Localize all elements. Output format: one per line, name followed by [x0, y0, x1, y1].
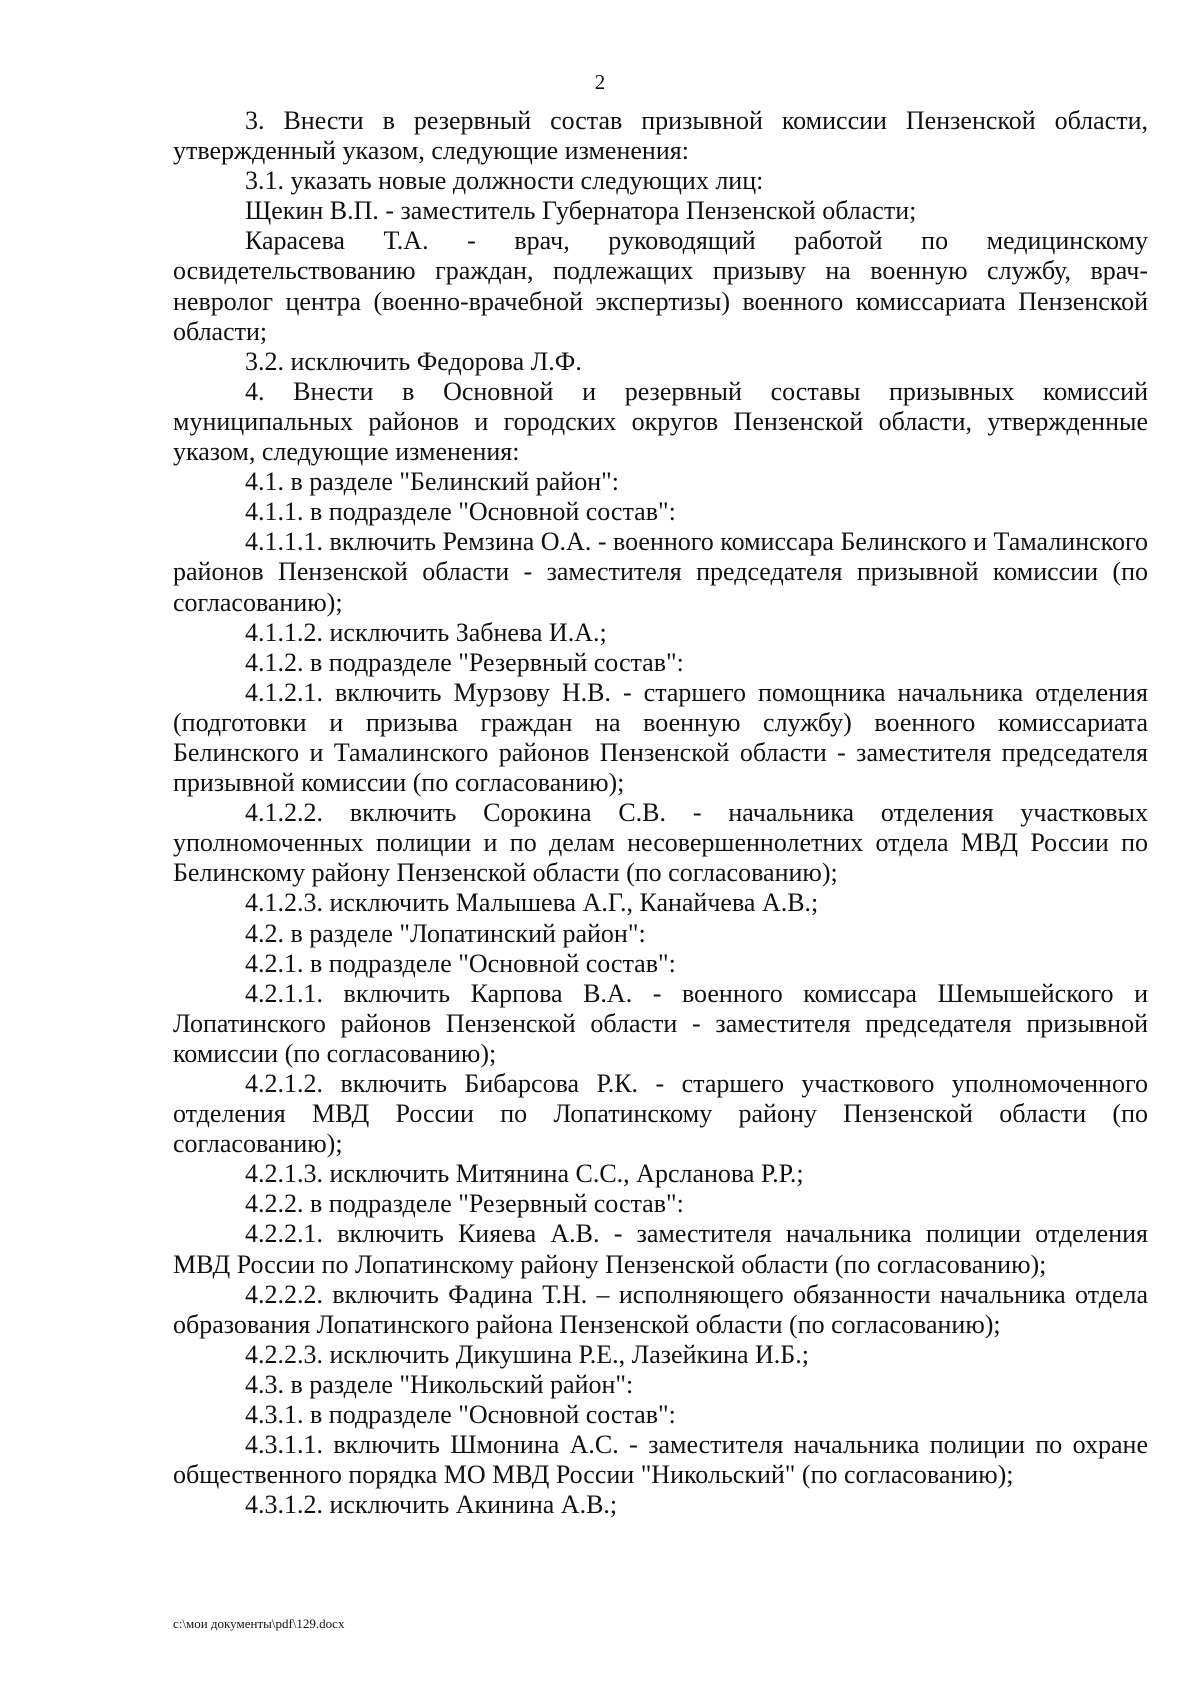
paragraph: 3.1. указать новые должности следующих лиц: — [245, 166, 764, 196]
paragraph: 4.2.2.3. исключить Дикушина Р.Е., Лазейкина И.Б.; — [245, 1339, 809, 1369]
paragraph: Щекин В.П. - заместитель Губернатора Пензенской области; — [245, 196, 917, 226]
paragraph: 4.2.2.1. включить Кияева А.В. - заместителя начальника полиции отделения МВД России по Лопатинскому району Пензенской области (по согласованию); — [173, 1219, 1148, 1279]
paragraph: 4.2.1.2. включить Бибарсова Р.К. - старшего участкового уполномоченного отделения МВД России по Лопатинскому району Пензенской области (по согласованию); — [173, 1069, 1148, 1159]
footer-file-path: c:\мои документы\pdf\129.docx — [173, 1616, 345, 1631]
paragraph: 4.1.2.1. включить Мурзову Н.В. - старшего помощника начальника отделения (подготовки и призыва граждан на военную службу) военного комиссариата Белинского и Тамалинского районов Пензенской области - заместителя председателя призывной комиссии (по согласованию); — [173, 677, 1148, 798]
paragraph: 4.2.1. в подразделе "Основной состав": — [245, 948, 676, 978]
paragraph: 4.3.1. в подразделе "Основной состав": — [245, 1400, 676, 1430]
paragraph: 4.2.2. в подразделе "Резервный состав": — [245, 1189, 684, 1219]
paragraph: 4.2.1.3. исключить Митянина С.С., Арсланова Р.Р.; — [245, 1159, 804, 1189]
paragraph: 4.1.2. в подразделе "Резервный состав": — [245, 647, 684, 677]
paragraph: 4.2.2.2. включить Фадина Т.Н. – исполняющего обязанности начальника отдела образования Лопатинского района Пензенской области (по согласованию); — [173, 1279, 1148, 1339]
paragraph: 4.1.2.3. исключить Малышева А.Г., Канайчева А.В.; — [245, 888, 819, 918]
paragraph: 3.2. исключить Федорова Л.Ф. — [245, 346, 582, 376]
paragraph: 4.2. в разделе "Лопатинский район": — [245, 918, 646, 948]
paragraph: 4.1.1. в подразделе "Основной состав": — [245, 497, 676, 527]
paragraph: Карасева Т.А. - врач, руководящий работой по медицинскому освидетельствованию граждан, подлежащих призыву на военную службу, врач-невролог центра (военно-врачебной экспертизы) военного комиссариата Пензенской области; — [173, 226, 1148, 346]
paragraph: 4.1.2.2. включить Сорокина С.В. - начальника отделения участковых уполномоченных полиции и по делам несовершеннолетних отдела МВД России по Белинскому району Пензенской области (по согласованию); — [173, 798, 1148, 888]
paragraph: 3. Внести в резервный состав призывной комиссии Пензенской области, утвержденный указом, следующие изменения: — [173, 106, 1148, 166]
paragraph: 4.1.1.2. исключить Забнева И.А.; — [245, 617, 607, 647]
paragraph: 4.3.1.2. исключить Акинина А.В.; — [245, 1490, 618, 1520]
document-body — [173, 106, 1148, 1520]
paragraph: 4. Внести в Основной и резервный составы призывных комиссий муниципальных районов и городских округов Пензенской области, утвержденные указом, следующие изменения: — [173, 376, 1148, 467]
paragraph: 4.1. в разделе "Белинский район": — [245, 467, 619, 497]
paragraph: 4.3. в разделе "Никольский район": — [245, 1369, 634, 1399]
paragraph: 4.1.1.1. включить Ремзина О.А. - военного комиссара Белинского и Тамалинского районов Пензенской области - заместителя председателя призывной комиссии (по согласованию); — [173, 527, 1148, 617]
paragraph: 4.3.1.1. включить Шмонина А.С. - заместителя начальника полиции по охране общественного порядка МО МВД России "Никольский" (по согласованию); — [173, 1430, 1148, 1490]
page-number: 2 — [594, 70, 606, 94]
paragraph: 4.2.1.1. включить Карпова В.А. - военного комиссара Шемышейского и Лопатинского районов Пензенской области - заместителя председателя призывной комиссии (по согласованию); — [173, 978, 1148, 1068]
